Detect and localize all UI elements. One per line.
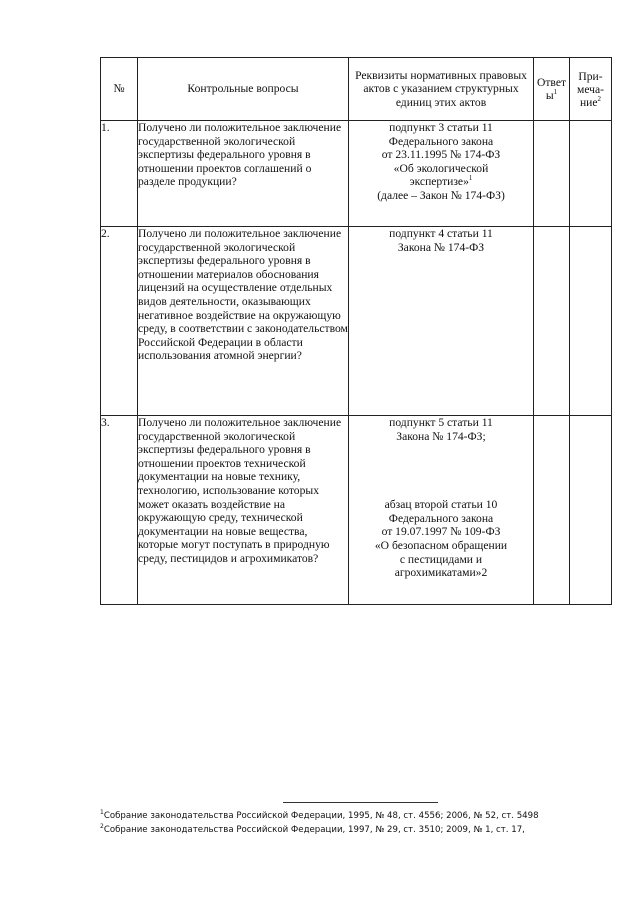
header-answers xyxy=(534,58,570,121)
answer-cell[interactable] xyxy=(534,227,570,416)
requisite-line: (далее – Закон № 174-ФЗ) xyxy=(377,188,505,202)
requisite-line: Закона № 174-ФЗ xyxy=(397,240,485,254)
footnote-separator xyxy=(283,802,438,803)
header-answers-part1: Ответ xyxy=(536,76,567,89)
note-cell[interactable] xyxy=(570,121,612,227)
header-answers-part2: ы xyxy=(545,89,554,102)
requisite-line: от 19.07.1997 № 109-ФЗ xyxy=(381,525,501,539)
footnote xyxy=(100,810,620,824)
requisite-spacer xyxy=(349,443,533,498)
note-cell[interactable] xyxy=(570,227,612,416)
requisite-line: Закона № 174-ФЗ; xyxy=(396,429,486,443)
requisite-line-with-footnote xyxy=(349,175,533,189)
header-answers-footnote-mark: 1 xyxy=(553,88,558,97)
row-number: 1. xyxy=(101,121,138,227)
requisite-line: «Об экологической xyxy=(393,161,489,175)
row-question: Получено ли положительное заключение государственной экологической экспертизы федерального уровня в отношении проектов соглашений о разделе продукции? xyxy=(138,121,349,227)
header-notes-part3: ние xyxy=(579,95,598,109)
header-notes-footnote-mark: 2 xyxy=(597,94,602,103)
row-question: Получено ли положительное заключение государственной экологической экспертизы федерального уровня в отношении проектов технической документации на новые технику, технологию, использование которых может оказать воздействие на окружающую среду, технической документации на новые вещества, которые могут поступать в природную среду, пестицидов и агрохимикатов? xyxy=(138,416,349,605)
footnote-text: Собрание законодательства Российской Федерации, 1997, № 29, ст. 3510; 2009, № 1, ст. 17, xyxy=(103,824,525,835)
requisite-line: подпункт 5 статьи 11 xyxy=(389,416,493,429)
footnote-mark: 1 xyxy=(100,809,104,817)
header-questions: Контрольные вопросы xyxy=(138,58,349,121)
header-notes-part2: меча- xyxy=(576,82,605,96)
row-requisites xyxy=(349,227,534,416)
requisite-line: от 23.11.1995 № 174-ФЗ xyxy=(381,148,501,162)
header-notes xyxy=(570,58,612,121)
row-number: 2. xyxy=(101,227,138,416)
requisite-line: Федерального закона xyxy=(388,511,494,525)
footnotes xyxy=(100,810,620,837)
row-requisites xyxy=(349,416,534,605)
footnote xyxy=(100,824,620,838)
row-question: Получено ли положительное заключение государственной экологической экспертизы федерального уровня в отношении материалов обоснования лицензий на осуществление отдельных видов деятельности, оказывающих негативное воздействие на окружающую среду, в соответствии с законодательством Российской Федерации в области использования атомной энергии? xyxy=(138,227,349,416)
header-requisites: Реквизиты нормативных правовых актов с указанием структурных единиц этих актов xyxy=(349,58,534,121)
answer-cell[interactable] xyxy=(534,121,570,227)
requisite-line: «О безопасном обращении xyxy=(374,538,508,552)
checklist-table-wrapper xyxy=(100,57,611,605)
checklist-table xyxy=(100,57,612,605)
table-header-row xyxy=(101,58,612,121)
answer-cell[interactable] xyxy=(534,416,570,605)
table-row xyxy=(101,416,612,605)
requisite-line: Федерального закона xyxy=(388,134,494,148)
header-number: № xyxy=(101,58,138,121)
footnote-text: Собрание законодательства Российской Федерации, 1995, № 48, ст. 4556; 2006, № 52, ст. 5498 xyxy=(103,811,539,821)
header-notes-part1: При- xyxy=(578,69,603,83)
row-requisites xyxy=(349,121,534,227)
footnote-mark: 2 xyxy=(100,822,104,830)
requisite-line: экспертизе» xyxy=(409,175,469,189)
table-row xyxy=(101,121,612,227)
requisite-line: подпункт 4 статьи 11 xyxy=(389,227,493,240)
requisite-line: агрохимикатами»2 xyxy=(394,566,488,580)
requisite-line: абзац второй статьи 10 xyxy=(384,498,498,512)
note-cell[interactable] xyxy=(570,416,612,605)
requisite-line: с пестицидами и xyxy=(399,552,483,566)
footnote-mark: 1 xyxy=(468,174,473,183)
row-number: 3. xyxy=(101,416,138,605)
requisite-line: подпункт 3 статьи 11 xyxy=(389,121,493,134)
table-row xyxy=(101,227,612,416)
